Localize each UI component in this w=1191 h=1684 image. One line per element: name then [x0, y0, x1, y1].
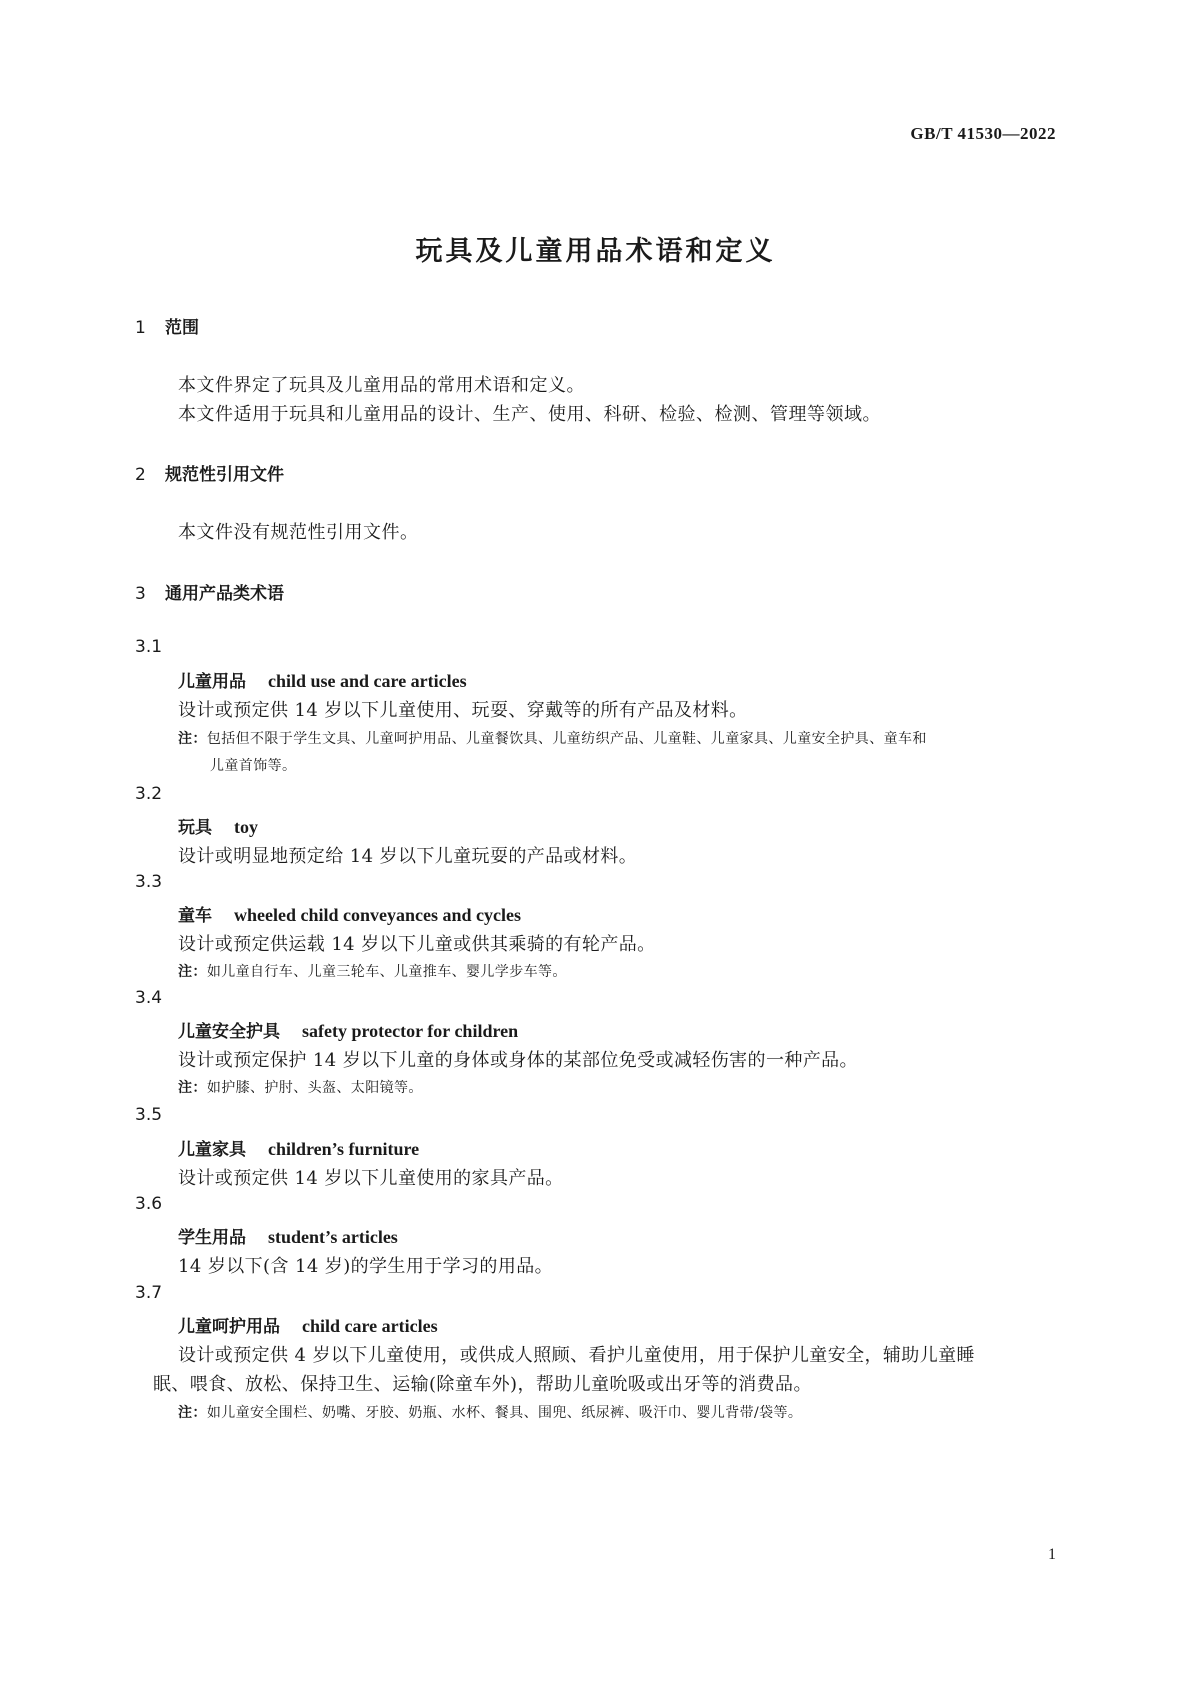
note-text: 如儿童安全围栏、奶嘴、牙胶、奶瓶、水杯、餐具、围兜、纸尿裤、吸汗巾、婴儿背带/袋等。	[206, 1405, 803, 1421]
term-zh: 学生用品	[178, 1228, 246, 1248]
note-text: 包括但不限于学生文具、儿童呵护用品、儿童餐饮具、儿童纺织产品、儿童鞋、儿童家具、儿童安全护具、童车和	[206, 731, 927, 747]
clause-number: 3.5	[135, 1105, 163, 1125]
term-entry	[178, 1135, 419, 1160]
term-definition: 设计或明显地预定给 14 岁以下儿童玩耍的产品或材料。	[178, 846, 638, 867]
clause-number: 3.4	[135, 988, 163, 1008]
term-note	[178, 961, 567, 981]
term-definition: 设计或预定供 14 岁以下儿童使用、玩耍、穿戴等的所有产品及材料。	[178, 700, 748, 721]
normative-paragraph: 本文件没有规范性引用文件。	[178, 522, 419, 543]
note-label: 注：	[178, 964, 207, 980]
standard-number: GB/T 41530—2022	[910, 124, 1056, 143]
clause-number: 3.3	[135, 872, 163, 892]
note-label: 注：	[178, 731, 207, 747]
note-label: 注：	[178, 1405, 207, 1421]
term-entry	[178, 901, 521, 926]
term-en: wheeled child conveyances and cycles	[234, 905, 521, 925]
document-title: 玩具及儿童用品术语和定义	[415, 236, 776, 267]
term-definition: 设计或预定保护 14 岁以下儿童的身体或身体的某部位免受或减轻伤害的一种产品。	[178, 1050, 858, 1071]
clause-number: 3.2	[135, 784, 163, 804]
term-definition: 设计或预定供 4 岁以下儿童使用，或供成人照顾、看护儿童使用，用于保护儿童安全，辅助儿童睡	[178, 1345, 975, 1366]
term-en: child use and care articles	[268, 671, 467, 691]
term-definition: 设计或预定供运载 14 岁以下儿童或供其乘骑的有轮产品。	[178, 934, 656, 955]
clause-number: 3.6	[135, 1194, 163, 1214]
term-note	[178, 1402, 802, 1422]
section-heading-normative	[135, 460, 284, 485]
term-zh: 儿童安全护具	[178, 1022, 280, 1042]
term-en: child care articles	[302, 1316, 438, 1336]
term-zh: 儿童用品	[178, 672, 246, 692]
section-number: 3	[135, 584, 146, 604]
section-number: 1	[135, 318, 146, 338]
note-text: 如护膝、护肘、头盔、太阳镜等。	[206, 1080, 423, 1096]
section-title: 范围	[165, 318, 199, 338]
section-number: 2	[135, 465, 146, 485]
term-en: student’s articles	[268, 1227, 398, 1247]
term-note	[178, 1077, 423, 1097]
term-entry	[178, 813, 258, 838]
term-zh: 儿童家具	[178, 1140, 246, 1160]
term-entry	[178, 1223, 398, 1248]
term-zh: 儿童呵护用品	[178, 1317, 280, 1337]
section-heading-terms	[135, 579, 284, 604]
term-zh: 童车	[178, 906, 212, 926]
page-number: 1	[1048, 1546, 1056, 1563]
term-en: safety protector for children	[302, 1021, 519, 1041]
term-entry	[178, 667, 467, 692]
section-title: 规范性引用文件	[165, 465, 284, 485]
term-entry	[178, 1312, 438, 1337]
clause-number: 3.7	[135, 1283, 163, 1303]
term-definition-continued: 眠、喂食、放松、保持卫生、运输(除童车外)，帮助儿童吮吸或出牙等的消费品。	[153, 1374, 812, 1395]
section-title: 通用产品类术语	[165, 584, 284, 604]
note-label: 注：	[178, 1080, 207, 1096]
term-note-continued: 儿童首饰等。	[210, 758, 297, 774]
note-text: 如儿童自行车、儿童三轮车、儿童推车、婴儿学步车等。	[206, 964, 567, 980]
term-definition: 14 岁以下(含 14 岁)的学生用于学习的用品。	[178, 1256, 554, 1277]
section-heading-scope	[135, 313, 199, 338]
term-definition: 设计或预定供 14 岁以下儿童使用的家具产品。	[178, 1168, 564, 1189]
term-entry	[178, 1017, 518, 1042]
scope-paragraph: 本文件适用于玩具和儿童用品的设计、生产、使用、科研、检验、检测、管理等领域。	[178, 404, 881, 425]
term-en: toy	[234, 817, 258, 837]
term-note	[178, 728, 927, 748]
clause-number: 3.1	[135, 637, 163, 657]
scope-paragraph: 本文件界定了玩具及儿童用品的常用术语和定义。	[178, 375, 585, 396]
term-zh: 玩具	[178, 818, 212, 838]
term-en: children’s furniture	[268, 1139, 420, 1159]
